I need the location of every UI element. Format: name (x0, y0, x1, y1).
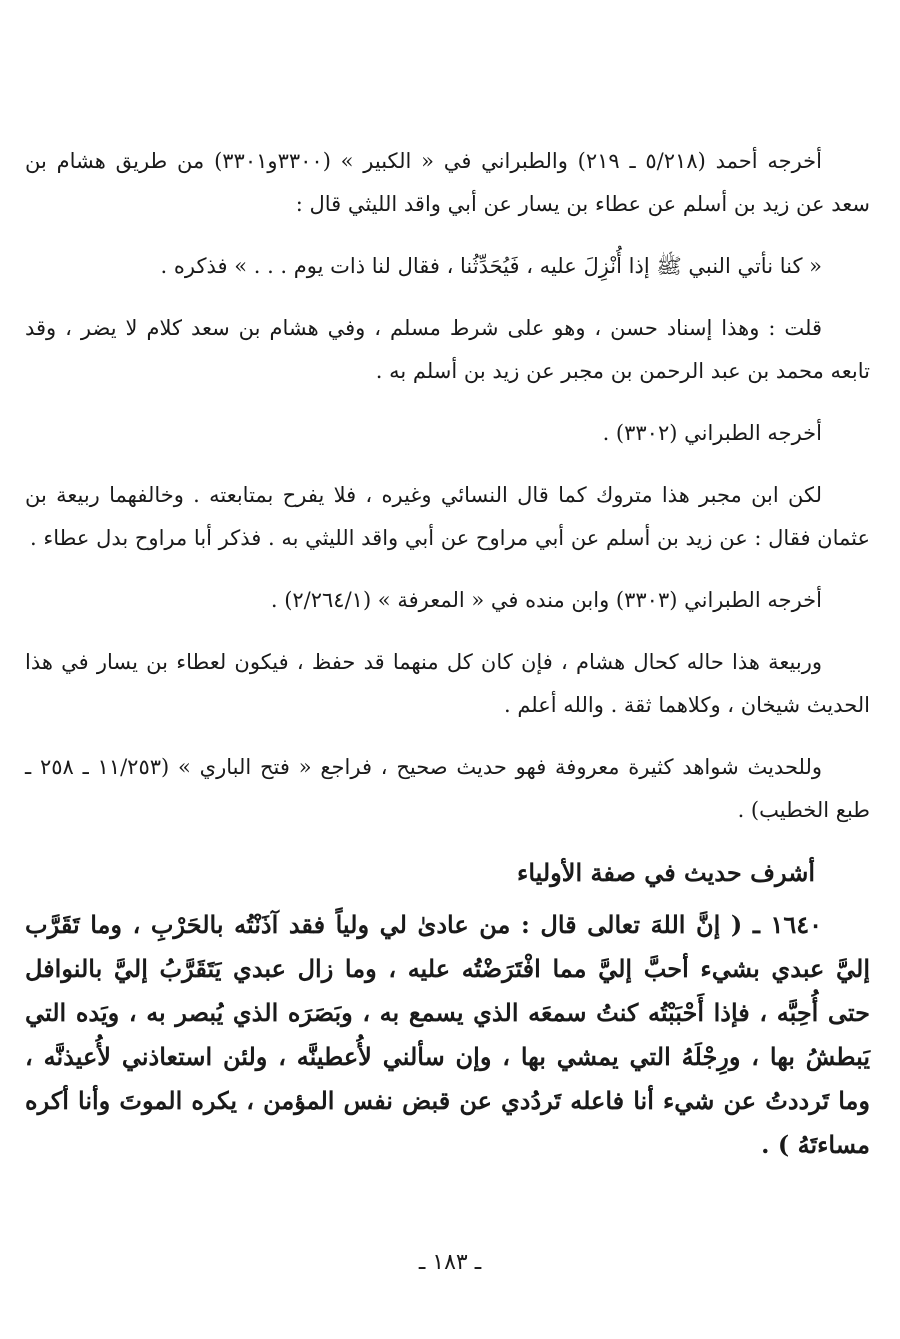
hadith-text: ١٦٤٠ ـ ( إنَّ اللهَ تعالى قال : من عادىٰ لي ولياً فقد آذَنْتُه بالحَرْبِ ، وما تَقَرَّب إليَّ عبدي بشيء أحبَّ إليَّ مما افْتَرَضْتُه عليه ، وما زال عبدي يَتَقَرَّبُ إليَّ بالنوافل حتى أُحِبَّه ، فإذا أَحْبَبْتُه كنتُ سمعَه الذي يسمع به ، وبَصَرَه الذي يُبصر به ، ويَده التي يَبطشُ بها ، ورِجْلَهُ التي يمشي بها ، وإن سألني لأُعطينَّه ، ولئن استعاذني لأُعيذنَّه ، وما تَرددتُ عن شيء أنا فاعله تَردُدي عن قبض نفس المؤمن ، يكره الموتَ وأنا أكره مساءتَهُ ) . (25, 910, 870, 1159)
comment-paragraph: لكن ابن مجبر هذا متروك كما قال النسائي وغيره ، فلا يفرح بمتابعته . وخالفهما ربيعة بن عثمان فقال : عن زيد بن أسلم عن أبي مراوح عن أبي واقد الليثي به . فذكر أبا مراوح بدل عطاء . (25, 483, 870, 550)
comment-paragraph: وربيعة هذا حاله كحال هشام ، فإن كان كل منهما قد حفظ ، فيكون لعطاء بن يسار في هذا الحديث شيخان ، وكلاهما ثقة . والله أعلم . (25, 650, 870, 717)
conclusion-paragraph: وللحديث شواهد كثيرة معروفة فهو حديث صحيح ، فراجع « فتح الباري » (١١/٢٥٣ ـ ٢٥٨ ـ طبع الخطيب) . (25, 755, 870, 822)
section-heading: أشرف حديث في صفة الأولياء (517, 858, 815, 887)
takhrij-paragraph: أخرجه أحمد (٥/٢١٨ ـ ٢١٩) والطبراني في « الكبير » (٣٣٠٠و٣٣٠١) من طريق هشام بن سعد عن زيد بن أسلم عن عطاء بن يسار عن أبي واقد الليثي قال : (25, 149, 870, 216)
isnad-comment-paragraph: قلت : وهذا إسناد حسن ، وهو على شرط مسلم ، وفي هشام بن سعد كلام لا يضر ، وقد تابعه محمد بن عبد الرحمن بن مجبر عن زيد بن أسلم به . (25, 316, 870, 383)
page-body (25, 140, 870, 1167)
hadith-quote-paragraph: « كنا نأتي النبي ﷺ إذا أُنْزِلَ عليه ، فَيُحَدِّثُنا ، فقال لنا ذات يوم . . . » فذكره . (160, 254, 822, 278)
takhrij-paragraph: أخرجه الطبراني (٣٣٠٣) وابن منده في « المعرفة » (٢/٢٦٤/١) . (270, 588, 822, 612)
takhrij-paragraph: أخرجه الطبراني (٣٣٠٢) . (602, 421, 822, 445)
page-number: ـ ١٨٣ ـ (418, 1250, 482, 1275)
